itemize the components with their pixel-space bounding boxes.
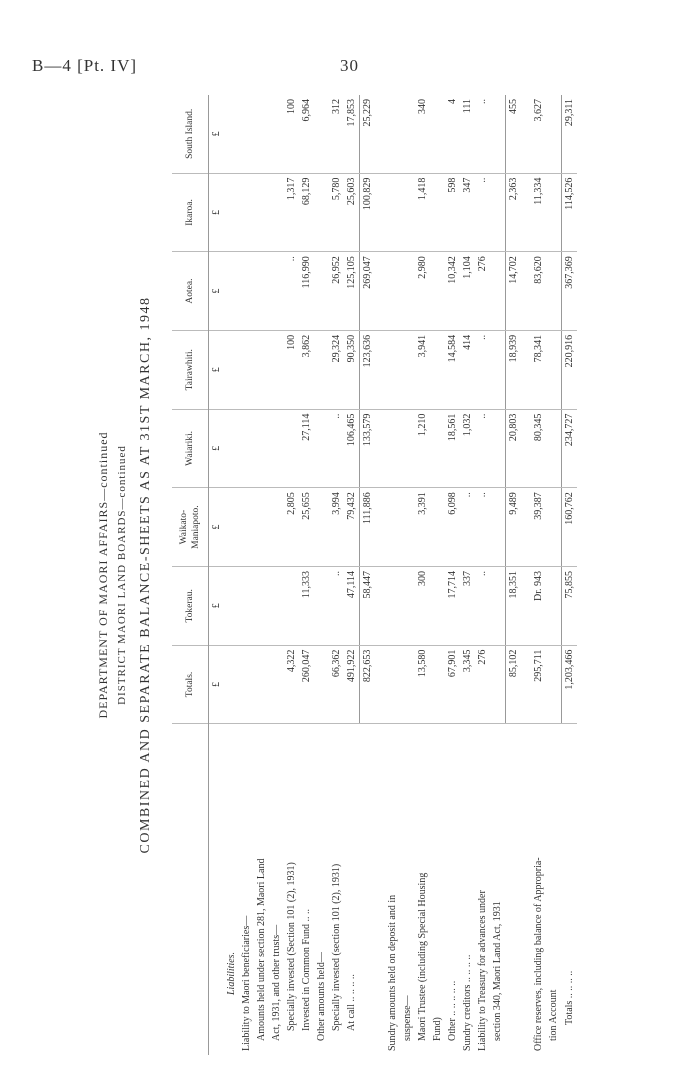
table-cell: 5,780 — [329, 173, 344, 252]
table-cell — [385, 566, 400, 645]
table-cell — [254, 252, 269, 331]
table-cell: 11,333 — [299, 566, 314, 645]
table-cell — [314, 173, 329, 252]
table-cell — [269, 252, 284, 331]
table-row — [445, 95, 460, 1055]
table-cell: 4,322 — [284, 645, 299, 724]
table-cell — [269, 95, 284, 173]
unit-cell: £ — [209, 488, 225, 567]
table-cell: 3,994 — [329, 488, 344, 567]
table-cell: .. — [284, 252, 299, 331]
table-row — [284, 95, 299, 1055]
table-cell — [521, 488, 531, 567]
table-cell — [385, 95, 400, 173]
table-cell: 80,345 — [531, 409, 546, 488]
table-cell — [400, 95, 415, 173]
table-cell: 414 — [460, 330, 475, 409]
table-cell: 78,341 — [531, 330, 546, 409]
balance-sheet-table — [172, 95, 577, 1055]
table-cell — [490, 645, 506, 724]
table-cell: .. — [329, 566, 344, 645]
table-cell — [314, 645, 329, 724]
table-cell: 295,711 — [531, 645, 546, 724]
table-cell: 6,098 — [445, 488, 460, 567]
table-row — [329, 95, 344, 1055]
table-cell: 26,952 — [329, 252, 344, 331]
table-cell — [254, 173, 269, 252]
table-cell: 300 — [415, 566, 430, 645]
table-cell: 160,762 — [562, 488, 578, 567]
table-row — [314, 95, 329, 1055]
row-label: Other .. .. .. .. .. — [445, 724, 460, 1055]
table-row — [239, 95, 254, 1055]
table-row — [375, 95, 385, 1055]
table-cell — [239, 330, 254, 409]
table-cell — [254, 645, 269, 724]
row-label: Office reserves, including balance of Appropria- — [531, 724, 546, 1055]
table-cell — [239, 173, 254, 252]
table-cell: 598 — [445, 173, 460, 252]
unit-cell: £ — [209, 409, 225, 488]
row-label: section 340, Maori Land Act, 1931 — [490, 724, 506, 1055]
table-cell — [224, 330, 239, 409]
title-balance-sheets: COMBINED AND SEPARATE BALANCE-SHEETS AS AT 31ST MARCH, 1948 — [138, 296, 153, 854]
column-header: Tokerau. — [172, 566, 209, 645]
table-cell: 100 — [284, 330, 299, 409]
table-cell: 3,941 — [415, 330, 430, 409]
table-cell: 66,362 — [329, 645, 344, 724]
column-header: Ikaroa. — [172, 173, 209, 252]
unit-cell: £ — [211, 131, 222, 137]
table-cell — [521, 645, 531, 724]
table-cell: 25,229 — [360, 95, 376, 173]
table-cell: 29,324 — [329, 330, 344, 409]
table-cell — [400, 330, 415, 409]
row-label: tion Account — [546, 724, 562, 1055]
table-cell: 20,803 — [506, 409, 522, 488]
table-cell — [430, 409, 445, 488]
table-cell — [490, 488, 506, 567]
table-cell: 340 — [417, 99, 428, 114]
table-row — [360, 95, 376, 1055]
table-row — [562, 95, 578, 1055]
table-cell: 2,805 — [284, 488, 299, 567]
table-cell: 276 — [475, 645, 490, 724]
table-cell — [314, 409, 329, 488]
table-cell: 25,603 — [344, 173, 360, 252]
unit-cell: £ — [209, 330, 225, 409]
table-cell: .. — [475, 173, 490, 252]
table-cell — [224, 645, 239, 724]
table-cell: 11,334 — [531, 173, 546, 252]
row-label — [360, 724, 376, 1055]
table-cell — [400, 566, 415, 645]
table-cell: 85,102 — [506, 645, 522, 724]
table-cell — [546, 645, 562, 724]
row-label: Specially invested (section 101 (2), 1931) — [329, 724, 344, 1055]
unit-label — [209, 724, 225, 1055]
row-label: Fund) — [430, 724, 445, 1055]
table-row — [546, 95, 562, 1055]
table-cell — [430, 645, 445, 724]
table-cell — [521, 252, 531, 331]
table-cell — [430, 95, 445, 173]
table-cell — [546, 173, 562, 252]
table-cell: 39,387 — [531, 488, 546, 567]
table-cell — [385, 330, 400, 409]
table-cell: 1,203,466 — [562, 645, 578, 724]
row-label: Liability to Maori beneficiaries— — [239, 724, 254, 1055]
table-cell: 1,317 — [284, 173, 299, 252]
table-cell: 17,853 — [346, 99, 357, 127]
table-row — [460, 95, 475, 1055]
table-cell: 4 — [447, 99, 458, 104]
table-cell: 2,980 — [415, 252, 430, 331]
table-cell: 111,886 — [360, 488, 376, 567]
table-cell — [490, 173, 506, 252]
table-row — [531, 95, 546, 1055]
table-cell — [375, 173, 385, 252]
column-header: Aotea. — [172, 252, 209, 331]
table-cell: 1,210 — [415, 409, 430, 488]
table-cell: 337 — [460, 566, 475, 645]
page-number: 30 — [340, 56, 359, 75]
table-cell — [375, 252, 385, 331]
row-label: Sundry creditors .. .. .. .. — [460, 724, 475, 1055]
table-cell — [375, 95, 385, 173]
table-cell: 75,855 — [562, 566, 578, 645]
table-cell: 125,105 — [344, 252, 360, 331]
table-cell: 822,653 — [360, 645, 376, 724]
table-cell: 17,714 — [445, 566, 460, 645]
table-cell — [490, 330, 506, 409]
row-label: Amounts held under section 281, Maori Land — [254, 724, 269, 1055]
table-cell: 14,584 — [445, 330, 460, 409]
table-cell: 3,627 — [533, 99, 544, 122]
table-cell — [400, 173, 415, 252]
table-cell — [224, 409, 239, 488]
row-label: Invested in Common Fund .. .. — [299, 724, 314, 1055]
table-cell — [546, 95, 562, 173]
table-cell — [254, 566, 269, 645]
title-boards: DISTRICT MAORI LAND BOARDS—continued — [116, 445, 128, 705]
row-label: Liabilities. — [224, 724, 239, 1055]
table-cell — [314, 330, 329, 409]
table-cell — [314, 488, 329, 567]
table-cell — [254, 330, 269, 409]
table-cell: 90,350 — [344, 330, 360, 409]
row-label: Liability to Treasury for advances under — [475, 724, 490, 1055]
unit-cell: £ — [209, 645, 225, 724]
table-cell: .. — [475, 566, 490, 645]
table-cell — [239, 488, 254, 567]
table-cell — [400, 409, 415, 488]
page-header-left: B—4 [Pt. IV] — [32, 56, 138, 75]
table-cell — [239, 252, 254, 331]
column-header: South Island. — [172, 95, 209, 173]
table-cell — [239, 566, 254, 645]
table-row — [344, 95, 360, 1055]
table-cell: 367,369 — [562, 252, 578, 331]
table-cell — [385, 488, 400, 567]
table-cell — [400, 252, 415, 331]
table-cell — [546, 488, 562, 567]
table-cell: 269,047 — [360, 252, 376, 331]
table-cell — [375, 645, 385, 724]
table-row — [269, 95, 284, 1055]
table-cell — [430, 330, 445, 409]
table-cell: .. — [475, 330, 490, 409]
table-row — [490, 95, 506, 1055]
unit-cell: £ — [209, 252, 225, 331]
table-cell: 455 — [506, 95, 522, 173]
table-cell: 6,964 — [301, 99, 312, 122]
table-cell: 111 — [462, 99, 473, 114]
table-cell: 25,655 — [299, 488, 314, 567]
table-cell — [284, 566, 299, 645]
unit-cell: £ — [209, 566, 225, 645]
table-cell — [490, 95, 506, 173]
table-cell: 347 — [460, 173, 475, 252]
table-cell — [375, 566, 385, 645]
row-label — [506, 724, 522, 1055]
table-cell — [375, 409, 385, 488]
table-cell — [430, 252, 445, 331]
row-label — [375, 724, 385, 1055]
table-cell — [385, 252, 400, 331]
table-cell: .. — [475, 409, 490, 488]
table-row — [299, 95, 314, 1055]
row-label — [521, 724, 531, 1055]
table-cell: 79,432 — [344, 488, 360, 567]
table-cell — [430, 488, 445, 567]
table-row — [385, 95, 400, 1055]
table-row — [400, 95, 415, 1055]
table-body — [209, 95, 578, 1055]
table-cell: 491,922 — [344, 645, 360, 724]
table-cell: 234,727 — [562, 409, 578, 488]
table-cell — [521, 409, 531, 488]
unit-row — [209, 95, 225, 1055]
header-label-column — [172, 724, 209, 1055]
table-cell — [239, 409, 254, 488]
table-cell: 27,114 — [299, 409, 314, 488]
table-cell — [490, 566, 506, 645]
table-cell: 18,351 — [506, 566, 522, 645]
row-label: Sundry amounts held on deposit and in — [385, 724, 400, 1055]
table-header-row — [172, 95, 209, 1055]
table-cell: 260,047 — [299, 645, 314, 724]
table-cell: 29,311 — [562, 95, 578, 173]
table-cell: 3,391 — [415, 488, 430, 567]
table-cell: 312 — [331, 99, 342, 114]
table-row — [430, 95, 445, 1055]
table-cell — [385, 409, 400, 488]
row-label: Specially invested (Section 101 (2), 1931) — [284, 724, 299, 1055]
table-cell: 14,702 — [506, 252, 522, 331]
row-label: Totals .. .. .. .. — [562, 724, 578, 1055]
table-cell: 114,526 — [562, 173, 578, 252]
table-cell — [521, 173, 531, 252]
table-cell: 47,114 — [344, 566, 360, 645]
table-cell: 1,104 — [460, 252, 475, 331]
table-row — [415, 95, 430, 1055]
table-cell: 100 — [286, 99, 297, 114]
table-cell: 13,580 — [415, 645, 430, 724]
rotated-table-block — [90, 95, 600, 1055]
table-cell — [269, 409, 284, 488]
table-cell: 3,345 — [460, 645, 475, 724]
table-cell: 2,363 — [506, 173, 522, 252]
row-label: At call .. .. .. .. — [344, 724, 360, 1055]
table-cell — [314, 566, 329, 645]
table-cell — [239, 95, 254, 173]
table-row — [224, 95, 239, 1055]
table-cell — [375, 488, 385, 567]
table-cell: .. — [475, 488, 490, 567]
table-cell — [269, 645, 284, 724]
table-cell: 1,032 — [460, 409, 475, 488]
row-label: Maori Trustee (including Special Housing — [415, 724, 430, 1055]
table-cell — [521, 330, 531, 409]
table-cell — [546, 566, 562, 645]
table-cell: 116,990 — [299, 252, 314, 331]
table-cell — [490, 409, 506, 488]
table-cell: .. — [329, 409, 344, 488]
table-cell: 133,579 — [360, 409, 376, 488]
table-cell: 58,447 — [360, 566, 376, 645]
row-label: Act, 1931, and other trusts— — [269, 724, 284, 1055]
table-cell — [269, 173, 284, 252]
table-cell — [224, 173, 239, 252]
table-cell: 18,939 — [506, 330, 522, 409]
table-cell — [521, 95, 531, 173]
table-cell: 123,636 — [360, 330, 376, 409]
table-cell — [284, 409, 299, 488]
title-department: DEPARTMENT OF MAORI AFFAIRS—continued — [96, 431, 110, 719]
table-cell — [269, 566, 284, 645]
table-cell — [490, 252, 506, 331]
column-header: Totals. — [172, 645, 209, 724]
table-cell — [546, 252, 562, 331]
table-row — [475, 95, 490, 1055]
table-cell — [430, 173, 445, 252]
table-cell — [430, 566, 445, 645]
table-cell — [314, 252, 329, 331]
table-cell: 18,561 — [445, 409, 460, 488]
table-cell — [400, 645, 415, 724]
table-cell: .. — [460, 488, 475, 567]
table-cell: 9,489 — [506, 488, 522, 567]
table-cell — [314, 95, 329, 173]
table-cell — [224, 252, 239, 331]
table-cell — [224, 95, 239, 173]
table-cell — [269, 488, 284, 567]
table-cell — [521, 566, 531, 645]
table-cell — [224, 566, 239, 645]
column-header: Waikato-Maniapoto. — [172, 488, 209, 567]
column-header: Tairawhiti. — [172, 330, 209, 409]
table-cell — [239, 645, 254, 724]
table-cell — [400, 488, 415, 567]
table-cell — [254, 95, 269, 173]
table-cell: 276 — [475, 252, 490, 331]
unit-cell: £ — [209, 173, 225, 252]
table-cell — [375, 330, 385, 409]
table-cell: .. — [477, 99, 488, 104]
table-cell: 220,916 — [562, 330, 578, 409]
table-cell: 67,901 — [445, 645, 460, 724]
table-cell — [385, 645, 400, 724]
row-label: Other amounts held— — [314, 724, 329, 1055]
table-cell: 1,418 — [415, 173, 430, 252]
row-label: suspense— — [400, 724, 415, 1055]
table-cell: Dr. 943 — [531, 566, 546, 645]
table-row — [506, 95, 522, 1055]
table-cell — [546, 330, 562, 409]
table-row — [254, 95, 269, 1055]
table-row — [521, 95, 531, 1055]
table-cell — [385, 173, 400, 252]
table-cell: 100,829 — [360, 173, 376, 252]
table-cell — [269, 330, 284, 409]
column-header: Waiariki. — [172, 409, 209, 488]
table-cell — [254, 488, 269, 567]
table-cell: 83,620 — [531, 252, 546, 331]
table-cell — [254, 409, 269, 488]
table-cell: 10,342 — [445, 252, 460, 331]
table-cell: 3,862 — [299, 330, 314, 409]
table-cell — [546, 409, 562, 488]
table-cell: 68,129 — [299, 173, 314, 252]
table-cell — [224, 488, 239, 567]
table-cell: 106,465 — [344, 409, 360, 488]
